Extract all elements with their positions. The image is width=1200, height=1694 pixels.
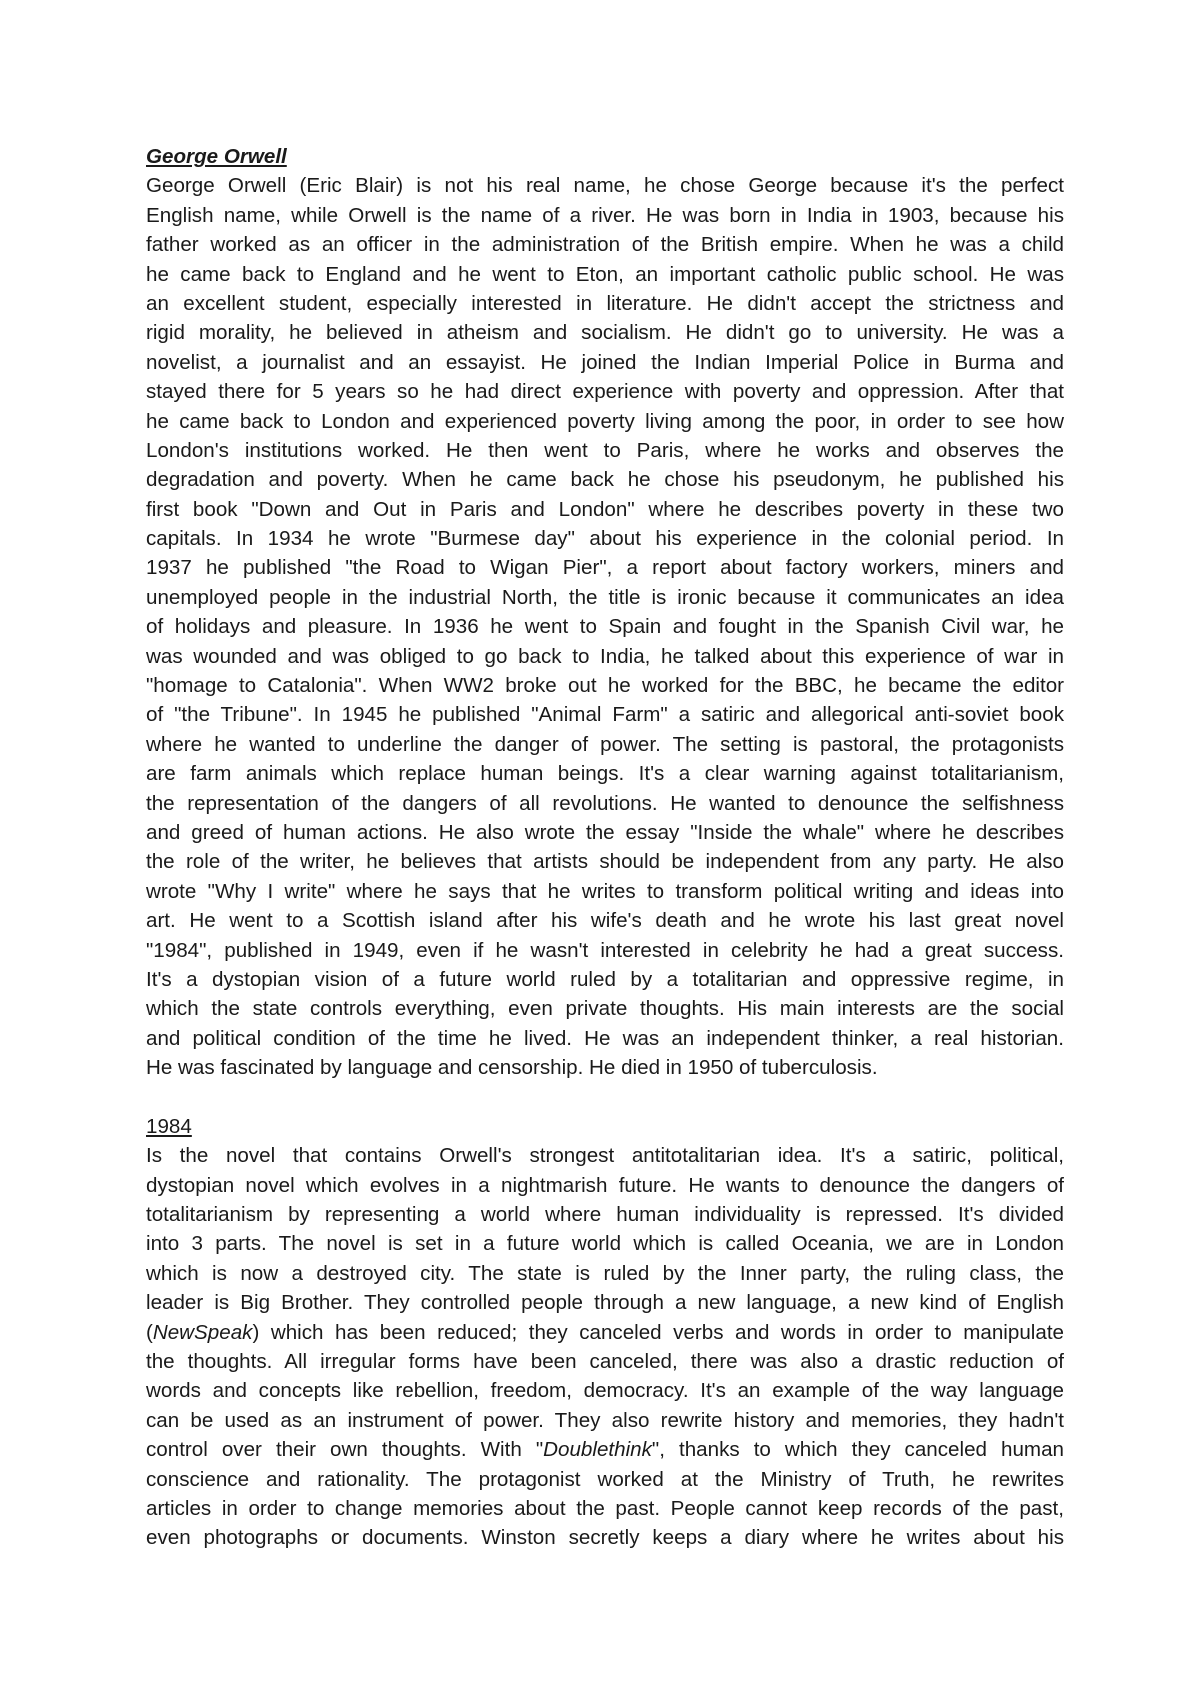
text-line: an excellent student, especially interested in literature. He didn't accept the strictness and <box>146 291 1064 315</box>
text-segment: ) which has been reduced; they canceled verbs and words in order to manipulate <box>252 1320 1064 1344</box>
text-line: the thoughts. All irregular forms have been canceled, there was also a drastic reduction of <box>146 1350 1064 1374</box>
section-george-orwell <box>146 142 1064 1083</box>
text-line: leader is Big Brother. They controlled people through a new language, a new kind of English <box>146 1291 1064 1315</box>
text-segment: ( <box>146 1320 153 1344</box>
text-line: where he wanted to underline the danger of power. The setting is pastoral, the protagonists <box>146 732 1064 756</box>
text-line: degradation and poverty. When he came back he chose his pseudonym, he published his <box>146 468 1064 492</box>
section-heading-1984: 1984 <box>146 1114 192 1138</box>
text-line: father worked as an officer in the administration of the British empire. When he was a child <box>146 233 1064 257</box>
text-line: are farm animals which replace human beings. It's a clear warning against totalitarianism, <box>146 762 1064 786</box>
text-line: he came back to England and he went to Eton, an important catholic public school. He was <box>146 262 1064 286</box>
text-line: he came back to London and experienced poverty living among the poor, in order to see how <box>146 409 1064 433</box>
text-line: which the state controls everything, even private thoughts. His main interests are the social <box>146 997 1064 1021</box>
text-line: dystopian novel which evolves in a nightmarish future. He wants to denounce the dangers of <box>146 1173 1064 1197</box>
text-line: even photographs or documents. Winston secretly keeps a diary where he writes about his <box>146 1526 1064 1550</box>
text-line: the representation of the dangers of all revolutions. He wanted to denounce the selfishness <box>146 791 1064 815</box>
text-line: rigid morality, he believed in atheism and socialism. He didn't go to university. He was a <box>146 321 1064 345</box>
text-segment: control over their own thoughts. With " <box>146 1438 544 1462</box>
term-doublethink: Doublethink <box>543 1438 652 1462</box>
text-line: and political condition of the time he lived. He was an independent thinker, a real historian. <box>146 1026 1064 1050</box>
text-line: art. He went to a Scottish island after his wife's death and he wrote his last great novel <box>146 909 1064 933</box>
text-line: of "the Tribune". In 1945 he published "Animal Farm" a satiric and allegorical anti-soviet book <box>146 703 1064 727</box>
text-line: It's a dystopian vision of a future world ruled by a totalitarian and oppressive regime, in <box>146 967 1064 991</box>
paragraph-1984 <box>146 1141 1064 1552</box>
text-line: was wounded and was obliged to go back to India, he talked about this experience of war in <box>146 644 1064 668</box>
text-segment: ", thanks to which they canceled human <box>651 1438 1064 1462</box>
text-line: unemployed people in the industrial North, the title is ironic because it communicates an idea <box>146 585 1064 609</box>
text-line: "1984", published in 1949, even if he wasn't interested in celebrity he had a great success. <box>146 938 1064 962</box>
text-line: London's institutions worked. He then went to Paris, where he works and observes the <box>146 438 1064 462</box>
text-line: "homage to Catalonia". When WW2 broke out he worked for the BBC, he became the editor <box>146 674 1064 698</box>
paragraph-spacer <box>146 1083 1064 1112</box>
text-line: of holidays and pleasure. In 1936 he went to Spain and fought in the Spanish Civil war, he <box>146 615 1064 639</box>
text-line: stayed there for 5 years so he had direct experience with poverty and oppression. After that <box>146 380 1064 404</box>
text-line-newspeak <box>146 1318 1064 1347</box>
text-line-doublethink <box>146 1435 1064 1464</box>
text-line: can be used as an instrument of power. They also rewrite history and memories, they hadn't <box>146 1408 1064 1432</box>
text-line: totalitarianism by representing a world where human individuality is repressed. It's divided <box>146 1203 1064 1227</box>
document-page <box>146 142 1064 1553</box>
text-line: Is the novel that contains Orwell's strongest antitotalitarian idea. It's a satiric, political, <box>146 1144 1064 1168</box>
section-1984 <box>146 1112 1064 1553</box>
text-line: English name, while Orwell is the name of a river. He was born in India in 1903, because his <box>146 203 1064 227</box>
text-line: the role of the writer, he believes that artists should be independent from any party. He also <box>146 850 1064 874</box>
paragraph-biography <box>146 171 1064 1082</box>
text-line: 1937 he published "the Road to Wigan Pier", a report about factory workers, miners and <box>146 556 1064 580</box>
text-line: into 3 parts. The novel is set in a future world which is called Oceania, we are in London <box>146 1232 1064 1256</box>
text-line: capitals. In 1934 he wrote "Burmese day" about his experience in the colonial period. In <box>146 527 1064 551</box>
text-line: which is now a destroyed city. The state is ruled by the Inner party, the ruling class, the <box>146 1261 1064 1285</box>
text-line: He was fascinated by language and censorship. He died in 1950 of tuberculosis. <box>146 1056 878 1080</box>
text-line: novelist, a journalist and an essayist. He joined the Indian Imperial Police in Burma and <box>146 350 1064 374</box>
text-line: words and concepts like rebellion, freedom, democracy. It's an example of the way language <box>146 1379 1064 1403</box>
text-line: articles in order to change memories about the past. People cannot keep records of the past, <box>146 1496 1064 1520</box>
text-line: George Orwell (Eric Blair) is not his real name, he chose George because it's the perfect <box>146 174 1064 198</box>
text-line: wrote "Why I write" where he says that he writes to transform political writing and ideas into <box>146 879 1064 903</box>
term-newspeak: NewSpeak <box>152 1320 253 1344</box>
text-line: conscience and rationality. The protagonist worked at the Ministry of Truth, he rewrites <box>146 1467 1064 1491</box>
text-line: and greed of human actions. He also wrote the essay "Inside the whale" where he describes <box>146 820 1064 844</box>
text-line: first book "Down and Out in Paris and London" where he describes poverty in these two <box>146 497 1064 521</box>
section-heading-george-orwell: George Orwell <box>146 145 287 168</box>
